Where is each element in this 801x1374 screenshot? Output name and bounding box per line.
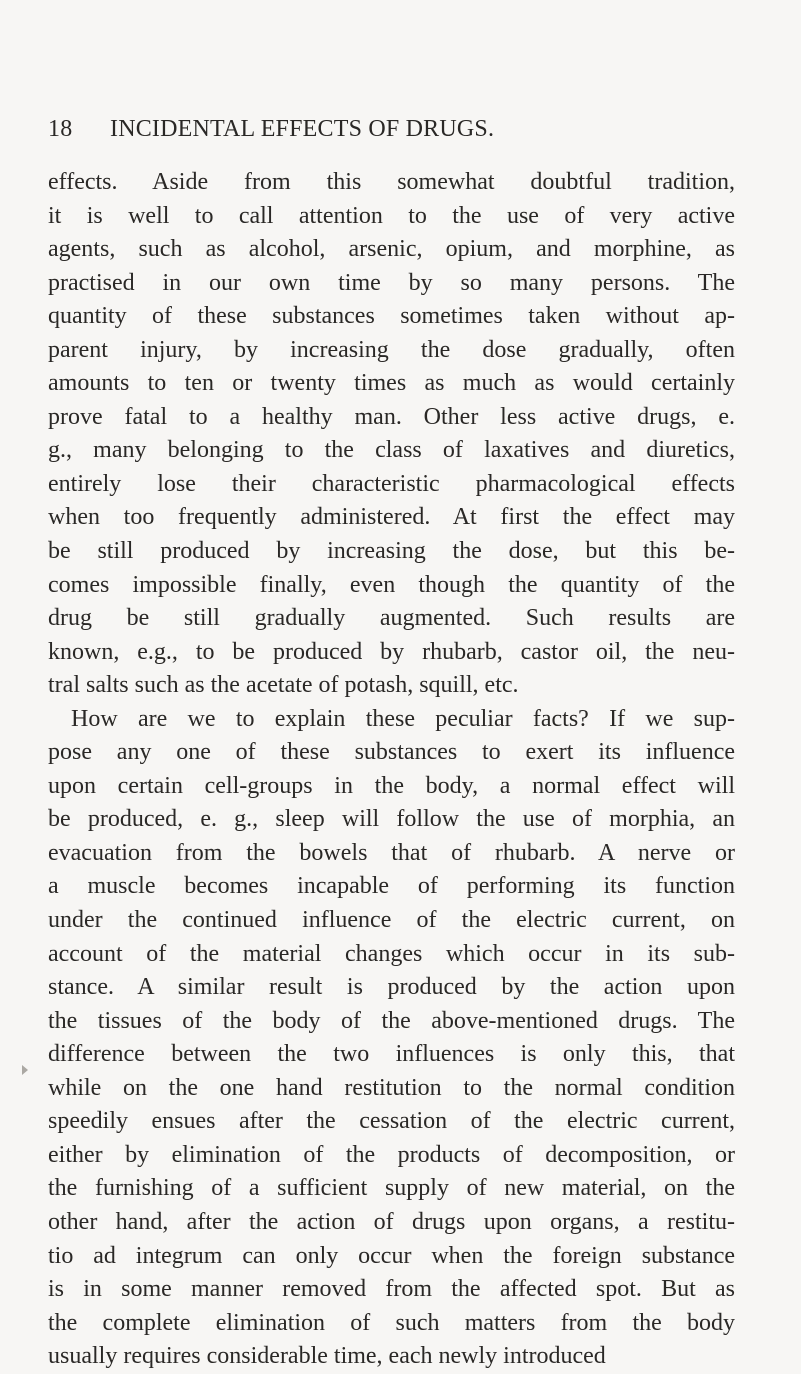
text-line: speedily ensues after the cessation of the electric current, xyxy=(48,1108,735,1135)
text-line: the complete elimination of such matters from the body xyxy=(48,1309,735,1336)
text-line: evacuation from the bowels that of rhubarb. A nerve or xyxy=(48,839,735,866)
text-line: tral salts such as the acetate of potash, squill, etc. xyxy=(48,672,519,699)
text-line: drug be still gradually augmented. Such results are xyxy=(48,605,735,632)
text-line: known, e.g., to be produced by rhubarb, castor oil, the neu- xyxy=(48,638,735,665)
text-line: be produced, e. g., sleep will follow the use of morphia, an xyxy=(48,806,735,833)
text-line: tio ad integrum can only occur when the foreign substance xyxy=(48,1242,735,1269)
text-line: account of the material changes which occur in its sub- xyxy=(48,940,735,967)
scan-speck-mark xyxy=(22,1065,28,1075)
text-line: the tissues of the body of the above-mentioned drugs. The xyxy=(48,1007,735,1034)
text-line: upon certain cell-groups in the body, a normal effect will xyxy=(48,772,735,799)
text-line: quantity of these substances sometimes taken without ap- xyxy=(48,303,735,330)
text-line: be still produced by increasing the dose, but this be- xyxy=(48,538,735,565)
text-line: How are we to explain these peculiar facts? If we sup- xyxy=(71,705,735,732)
text-line: pose any one of these substances to exert its influence xyxy=(48,739,735,766)
text-line: it is well to call attention to the use of very active xyxy=(48,202,735,229)
text-line: is in some manner removed from the affected spot. But as xyxy=(48,1276,735,1303)
text-line: when too frequently administered. At first the effect may xyxy=(48,504,735,531)
text-line: the furnishing of a sufficient supply of new material, on the xyxy=(48,1175,735,1202)
text-line: practised in our own time by so many persons. The xyxy=(48,269,735,296)
text-line: while on the one hand restitution to the normal condition xyxy=(48,1074,735,1101)
text-line: difference between the two influences is only this, that xyxy=(48,1041,735,1068)
text-line: g., many belonging to the class of laxatives and diuretics, xyxy=(48,437,735,464)
text-line: entirely lose their characteristic pharmacological effects xyxy=(48,470,735,497)
text-line: effects. Aside from this somewhat doubtful tradition, xyxy=(48,169,735,195)
running-title: INCIDENTAL EFFECTS OF DRUGS. xyxy=(110,116,495,142)
text-line: usually requires considerable time, each newly introduced xyxy=(48,1343,606,1370)
text-line: parent injury, by increasing the dose gradually, often xyxy=(48,336,735,363)
running-head xyxy=(48,112,753,146)
text-line: amounts to ten or twenty times as much as would certainly xyxy=(48,370,735,397)
text-line: a muscle becomes incapable of performing its function xyxy=(48,873,735,900)
page-number: 18 xyxy=(48,116,73,142)
text-line: other hand, after the action of drugs upon organs, a restitu- xyxy=(48,1208,735,1235)
text-line: comes impossible finally, even though the quantity of the xyxy=(48,571,735,598)
text-line: under the continued influence of the electric current, on xyxy=(48,907,735,934)
text-line: either by elimination of the products of decomposition, or xyxy=(48,1141,735,1168)
text-line: prove fatal to a healthy man. Other less active drugs, e. xyxy=(48,403,735,430)
text-line: stance. A similar result is produced by the action upon xyxy=(48,974,735,1001)
body-text xyxy=(48,166,735,1374)
text-line: agents, such as alcohol, arsenic, opium, and morphine, as xyxy=(48,236,735,263)
